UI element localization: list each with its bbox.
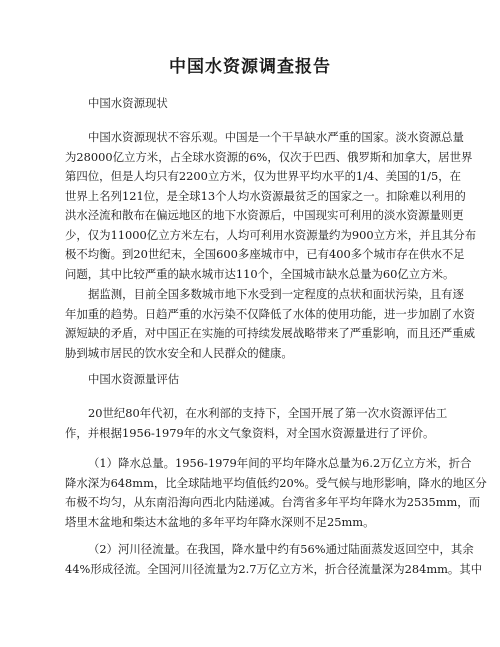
text-line: 洪水泾流和散布在偏远地区的地下水资源后，中国现实可利用的淡水资源量则更 [65, 208, 464, 222]
paragraph-precipitation [65, 454, 487, 532]
text-line: 源短缺的矛盾，对中国正在实施的可持续发展战略带来了严重影响，而且还严重威 [65, 326, 476, 340]
section-heading-assessment: 中国水资源量评估 [88, 372, 180, 386]
text-line: 胁到城市居民的饮水安全和人民群众的健康。 [65, 345, 293, 360]
text-line: 为28000亿立方米，占全球水资源的6%，仅次于巴西、俄罗斯和加拿大，居世界 [65, 149, 473, 164]
paragraph-runoff [65, 540, 483, 579]
text-line: 塔里木盆地和柴达木盆地的多年平均年降水深则不足25mm。 [65, 514, 375, 529]
text-line: 降水深为648mm，比全球陆地平均值低约20%。受气候与地形影响，降水的地区分 [65, 475, 487, 490]
paragraph-pollution [65, 285, 476, 363]
text-line: 问题，其中比较严重的缺水城市达110个，全国城市缺水总量为60亿立方米。 [65, 266, 455, 281]
text-line: （2）河川径流量。在我国，降水量中约有56%通过陆面蒸发返回空中，其余 [88, 542, 474, 556]
text-line: 第四位，但是人均只有2200立方米，仅为世界平均水平的1/4、美国的1/5，在 [65, 169, 461, 183]
text-line: 世界上名列121位，是全球13个人均水资源最贫乏的国家之一。扣除难以利用的 [65, 188, 466, 203]
text-line: 20世纪80年代初，在水利部的支持下，全国开展了第一次水资源评估工 [88, 406, 448, 420]
text-line: 布极不均匀，从东南沿海向西北内陆递减。台湾省多年平均年降水为2535mm，而 [65, 495, 481, 509]
text-line: 极不均衡。到20世纪末，全国600多座城市中，已有400多个城市存在供水不足 [65, 247, 465, 261]
section-heading-status: 中国水资源现状 [88, 96, 168, 110]
text-line: 少，仅为11000亿立方米左右，人均可利用水资源量约为900立方米，并且其分布 [65, 227, 477, 242]
paragraph-status-overview [65, 128, 477, 284]
text-line: 年加重的趋势。日趋严重的水污染不仅降低了水体的使用功能，进一步加剧了水资 [65, 306, 476, 321]
text-line: （1）降水总量。1956-1979年间的平均年降水总量为6.2万亿立方米，折合 [88, 456, 472, 470]
text-line: 据监测，目前全国多数城市地下水受到一定程度的点状和面状污染，且有逐 [88, 287, 464, 301]
text-line: 44%形成径流。全国河川径流量为2.7万亿立方米，折合径流量深为284mm。其中 [65, 561, 483, 576]
text-line: 作，并根据1956-1979年的水文气象资料，对全国水资源量进行了评价。 [65, 425, 435, 440]
document-title: 中国水资源调查报告 [169, 57, 331, 77]
paragraph-assessment-intro [65, 404, 448, 443]
text-line: 中国水资源现状不容乐观。中国是一个干旱缺水严重的国家。淡水资源总量 [88, 130, 464, 144]
